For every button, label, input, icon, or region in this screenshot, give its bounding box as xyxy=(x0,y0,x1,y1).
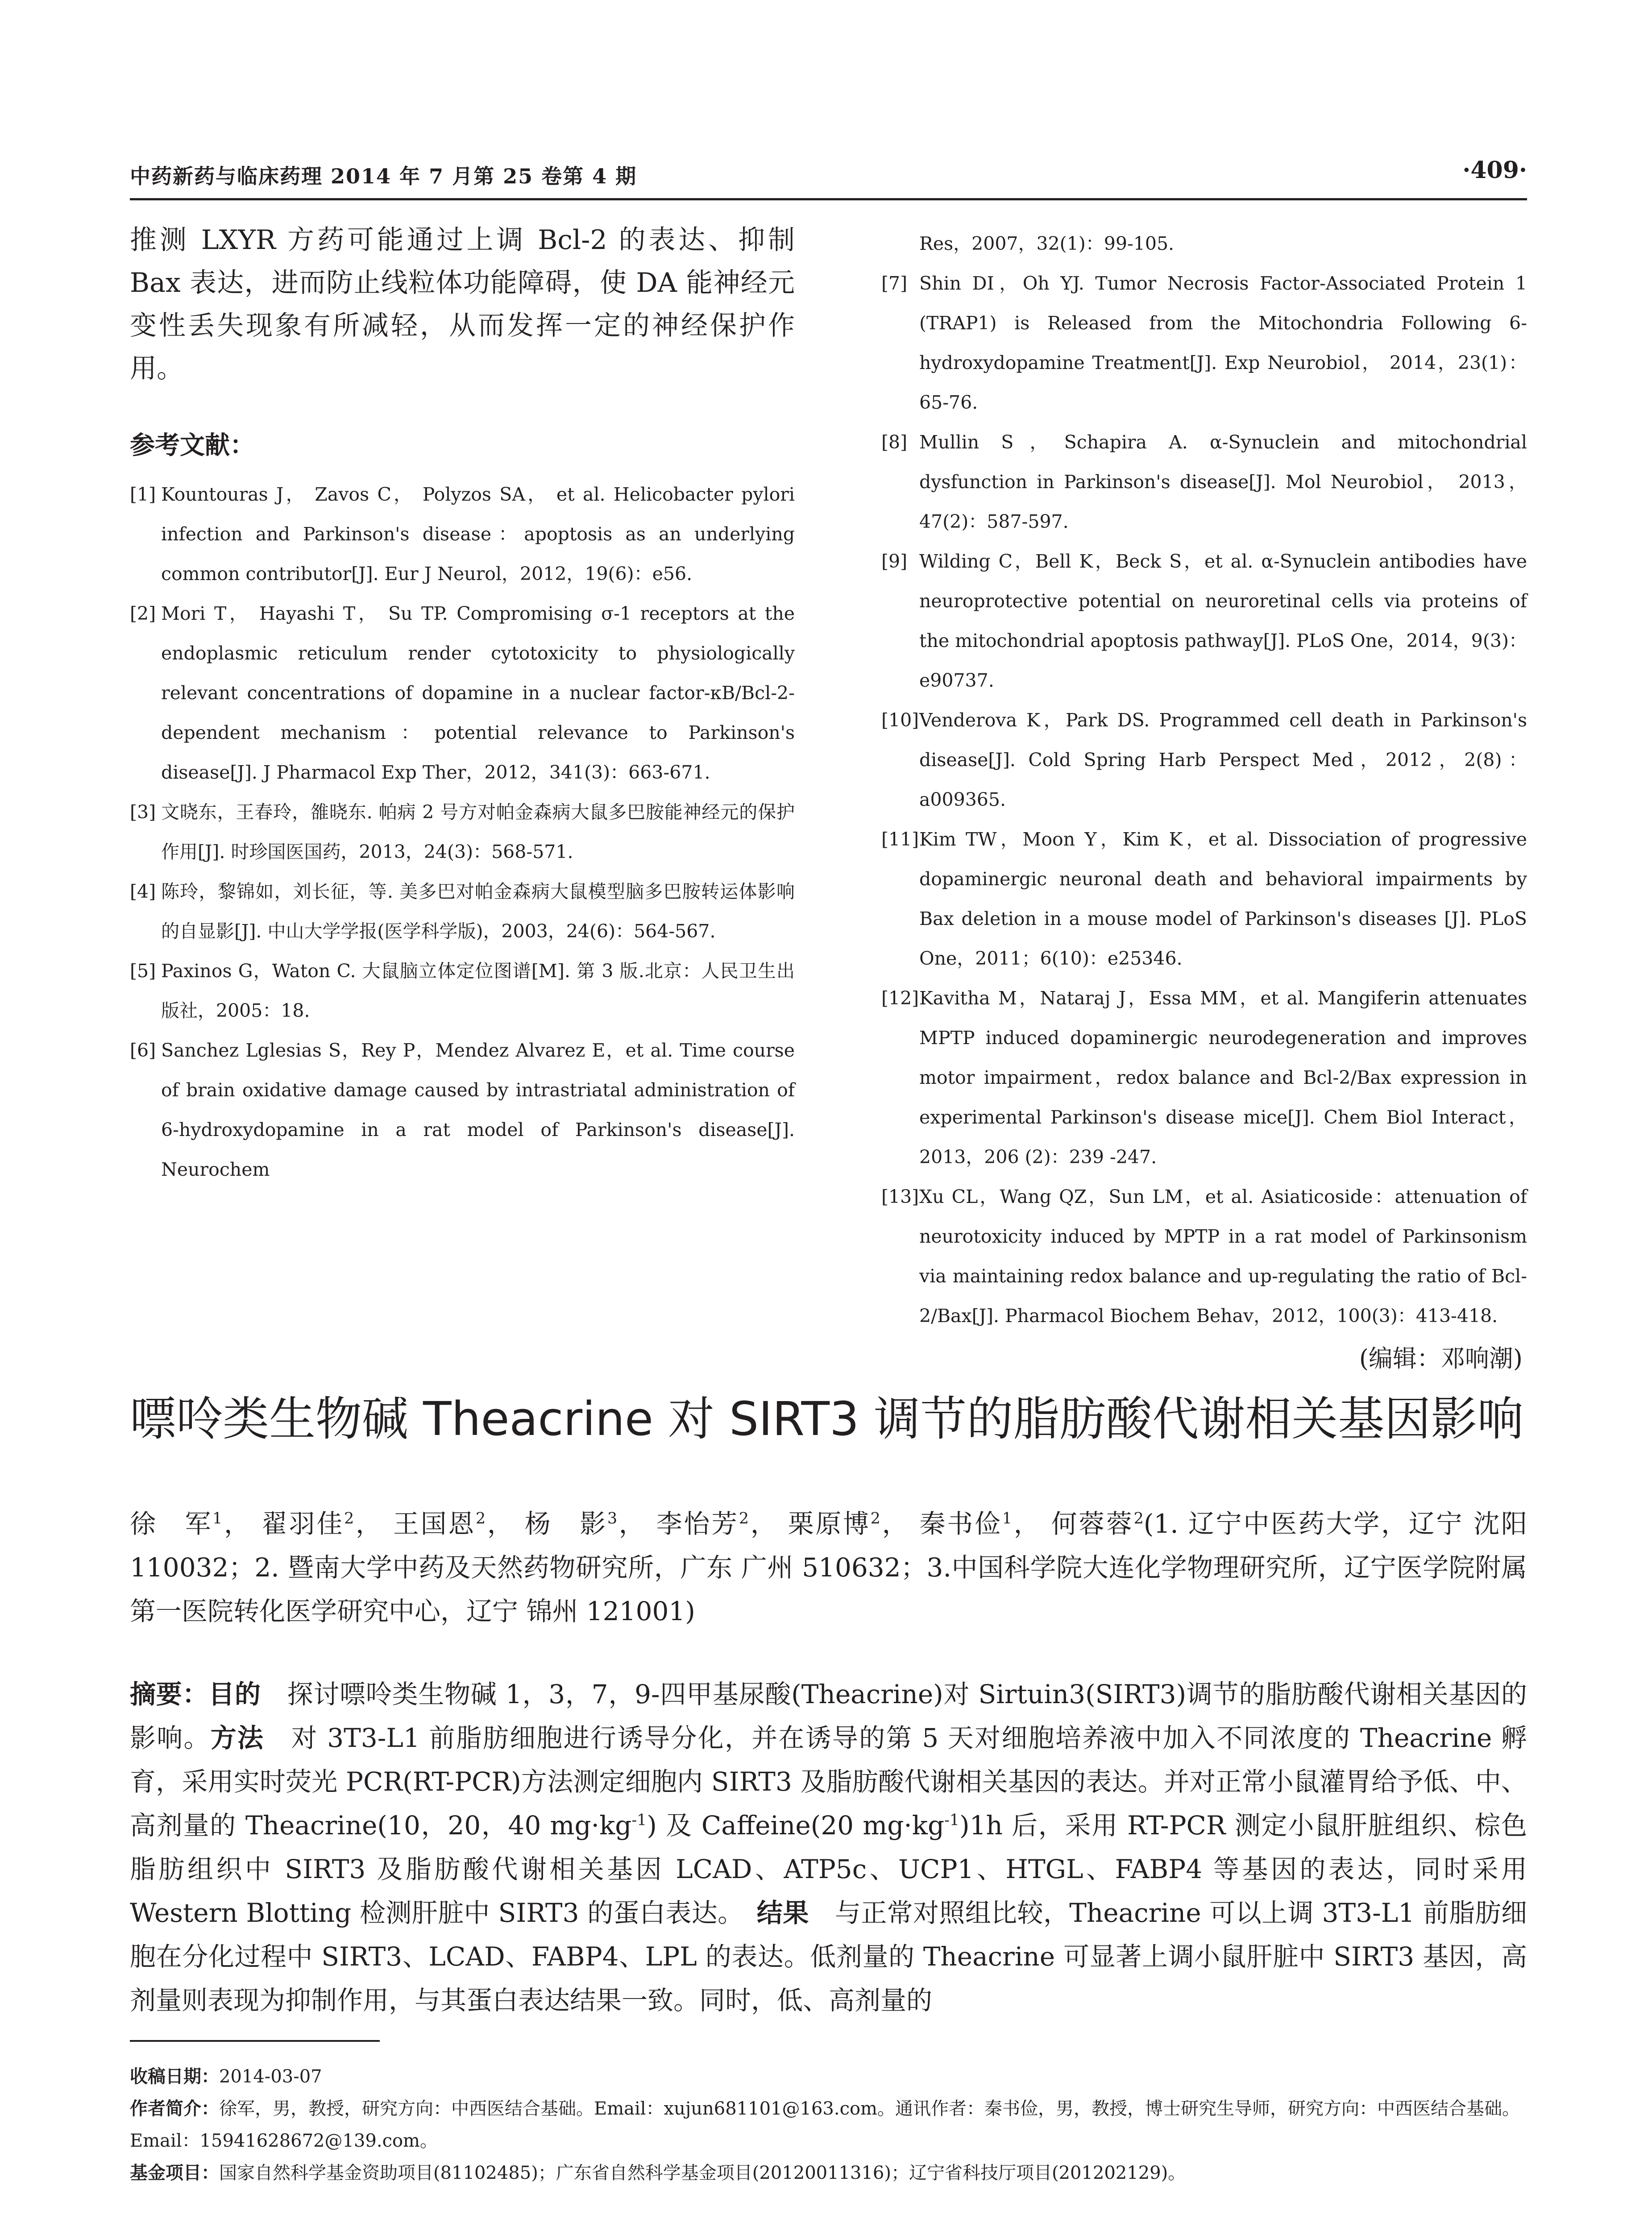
results-text: 与正常对照组比较，Theacrine 可以上调 3T3-L1 前脂肪细胞在分化过程中 SIRT3、LCAD、FABP4、LPL 的表达。低剂量的 Theacrine 可显著上调小鼠肝脏中 SIRT3 基因，高剂量则表现为抑制作用，与其蛋白表达结果一致。同时，低、高剂量的 xyxy=(130,1898,1527,2015)
reference-item xyxy=(881,542,1527,701)
author-bio-label: 作者简介： xyxy=(130,2098,219,2119)
author-name: 徐 军 xyxy=(130,1509,213,1539)
reference-text: Res，2007，32(1)：99-105. xyxy=(919,233,1175,254)
methods-text: ) 及 Caffeine(20 mg·kg xyxy=(647,1810,945,1841)
abstract xyxy=(130,1672,1527,2022)
author-bio-text: 徐军，男，教授，研究方向：中西医结合基础。Email：xujun681101@163.com。通讯作者：秦书俭，男，教授，博士研究生导师，研究方向：中西医结合基础。Email：15941628672@139.com。 xyxy=(130,2098,1520,2151)
reference-item xyxy=(881,979,1527,1177)
reference-continuation xyxy=(881,224,1527,264)
author-affiliation-mark: 1 xyxy=(212,1509,223,1528)
article-title: 嘌呤类生物碱 Theacrine 对 SIRT3 调节的脂肪酸代谢相关基因影响 xyxy=(130,1392,1524,1446)
reference-item xyxy=(130,872,795,951)
author-affiliation-mark: 2 xyxy=(870,1509,880,1528)
affiliations: (1. 辽宁中医药大学，辽宁 沈阳 110032；2. 暨南大学中药及天然药物研究所，广东 广州 510632；3.中国科学院大连化学物理研究所，辽宁医学院附属第一医院转化医学研究中心，辽宁 锦州 121001) xyxy=(130,1509,1527,1626)
reference-text: 文晓东，王春玲，雒晓东. 帕病 2 号方对帕金森病大鼠多巴胺能神经元的保护作用[J]. 时珍国医国药，2013，24(3)：568-571. xyxy=(161,801,795,863)
author-name: 何蓉蓉 xyxy=(1051,1509,1134,1539)
reference-item xyxy=(130,475,795,594)
author-affiliation-mark: 2 xyxy=(1133,1509,1144,1528)
funding xyxy=(130,2157,1527,2189)
reference-item xyxy=(130,951,795,1031)
reference-text: Kountouras J， Zavos C， Polyzos SA， et al. Helicobacter pylori infection and Parkinson's disease：apoptosis as an underlying common contributor[J]. Eur J Neurol，2012，19(6)：e56. xyxy=(161,484,795,585)
reference-item xyxy=(881,1177,1527,1336)
reference-number: [7] xyxy=(881,273,908,294)
reference-number: [12] xyxy=(881,987,919,1009)
reference-text: Venderova K，Park DS. Programmed cell death in Parkinson's disease[J]. Cold Spring Harb Perspect Med，2012，2(8)：a009365. xyxy=(919,709,1527,810)
reference-number: [13] xyxy=(881,1186,919,1207)
reference-number: [6] xyxy=(130,1040,156,1061)
reference-item xyxy=(881,423,1527,542)
reference-number: [8] xyxy=(881,431,908,453)
footnotes xyxy=(130,2061,1527,2189)
author-name: 杨 影 xyxy=(524,1509,607,1539)
author-name: 翟羽佳 xyxy=(261,1509,345,1539)
reference-item xyxy=(130,792,795,872)
methods-text: )1h 后，采用 RT-PCR 测定小鼠肝脏组织、棕色脂肪组织中 SIRT3 及脂肪酸代谢相关基因 LCAD、ATP5c、UCP1、HTGL、FABP4 等基因的表达，同时采用 Western Blotting 检测肝脏中 SIRT3 的蛋白表达。 xyxy=(130,1810,1527,1928)
reference-text: Sanchez Lglesias S，Rey P，Mendez Alvarez E，et al. Time course of brain oxidative damage caused by intrastriatal administration of 6-hydroxydopamine in a rat model of Parkinson's disease[J]. Neurochem xyxy=(161,1040,795,1180)
author-list: 徐 军$^1$， 翟羽佳$^2$， 王国恩$^2$， 杨 影$^3$， 李怡芳$^2$， 栗原博$^2$， 秦书俭$^1$， 何蓉蓉$^2$(1. 辽宁中医药大学，辽宁 沈阳 110032；2. 暨南大学中药及天然药物研究所，广东 广州 510632；3.中国科学院大连化学物理研究所，辽宁医学院附属第一医院转化医学研究中心，辽宁 锦州 121001) xyxy=(130,1509,1527,1626)
right-column xyxy=(881,224,1527,1374)
journal-issue: 中药新药与临床药理 2014 年 7 月第 25 卷第 4 期 xyxy=(130,164,637,188)
reference-number: [5] xyxy=(130,960,156,982)
reference-text: Wilding C，Bell K，Beck S，et al. α-Synuclein antibodies have neuroprotective potential on neuroretinal cells via proteins of the mitochondrial apoptosis pathway[J]. PLoS One，2014，9(3)：e90737. xyxy=(919,551,1527,691)
left-column xyxy=(130,219,795,1190)
unit-superscript: -1 xyxy=(944,1811,959,1829)
footnote-rule xyxy=(130,2040,380,2042)
author-name: 秦书俭 xyxy=(919,1509,1002,1539)
reference-text: Kim TW，Moon Y，Kim K，et al. Dissociation of progressive dopaminergic neuronal death and behavioral impairments by Bax deletion in a mouse model of Parkinson's diseases [J]. PLoS One，2011；6(10)：e25346. xyxy=(919,829,1527,969)
funding-text: 国家自然科学基金资助项目(81102485)；广东省自然科学基金项目(20120011316)；辽宁省科技厅项目(201202129)。 xyxy=(219,2163,1186,2183)
reference-item xyxy=(130,594,795,792)
author-name: 李怡芳 xyxy=(656,1509,739,1539)
abstract-label: 摘要： xyxy=(130,1679,209,1709)
reference-text: 陈玲，黎锦如，刘长征，等. 美多巴对帕金森病大鼠模型脑多巴胺转运体影响的自显影[J]. 中山大学学报(医学科学版)，2003，24(6)：564-567. xyxy=(161,881,795,942)
reference-number: [9] xyxy=(881,551,908,572)
reference-text: Xu CL，Wang QZ，Sun LM，et al. Asiaticoside：attenuation of neurotoxicity induced by MPTP in a rat model of Parkinsonism via maintaining redox balance and up-regulating the ratio of Bcl-2/Bax[J]. Pharmacol Biochem Behav，2012，100(3)：413-418. xyxy=(919,1186,1527,1327)
reference-text: Paxinos G，Waton C. 大鼠脑立体定位图谱[M]. 第 3 版.北京：人民卫生出版社，2005：18. xyxy=(161,960,795,1021)
reference-number: [11] xyxy=(881,829,919,850)
results-label: 结果 xyxy=(756,1898,809,1928)
reference-number: [3] xyxy=(130,801,156,823)
author-bio xyxy=(130,2093,1527,2157)
page-number: ·409· xyxy=(1462,157,1527,184)
objective-label: 目的 xyxy=(208,1679,261,1709)
reference-text: Mori T， Hayashi T， Su TP. Compromising σ-1 receptors at the endoplasmic reticulum render cytotoxicity to physiologically relevant concentrations of dopamine in a nuclear factor-κB/Bcl-2-dependent mechanism：potential relevance to Parkinson's disease[J]. J Pharmacol Exp Ther，2012，341(3)：663-671. xyxy=(161,603,795,783)
reference-item xyxy=(130,1031,795,1190)
received-date xyxy=(130,2061,1527,2093)
reference-number: [4] xyxy=(130,881,156,902)
reference-text: Mullin S，Schapira A. α-Synuclein and mitochondrial dysfunction in Parkinson's disease[J]. Mol Neurobiol， 2013，47(2)：587-597. xyxy=(919,431,1527,532)
reference-item xyxy=(881,264,1527,423)
author-name: 王国恩 xyxy=(393,1509,476,1539)
reference-number: [2] xyxy=(130,603,156,624)
received-label: 收稿日期： xyxy=(130,2066,219,2087)
author-affiliation-mark: 3 xyxy=(607,1509,618,1528)
received-value: 2014-03-07 xyxy=(219,2066,322,2087)
author-affiliation-mark: 2 xyxy=(476,1509,486,1528)
unit-superscript: -1 xyxy=(631,1811,647,1829)
funding-label: 基金项目： xyxy=(130,2163,219,2183)
methods-label: 方法 xyxy=(210,1723,265,1753)
objective-text: 探讨嘌呤类生物碱 1，3，7，9-四甲基尿酸(Theacrine)对 Sirtuin3(SIRT3)调节的脂肪酸代谢相关基因的影响。 xyxy=(130,1679,1527,1753)
reference-number: [1] xyxy=(130,484,156,505)
author-affiliation-mark: 2 xyxy=(739,1509,749,1528)
prev-article-conclusion: 推测 LXYR 方药可能通过上调 Bcl-2 的表达、抑制 Bax 表达，进而防止线粒体功能障碍，使 DA 能神经元变性丢失现象有所减轻，从而发挥一定的神经保护作用。 xyxy=(130,224,795,384)
reference-number: [10] xyxy=(881,709,919,731)
header-rule xyxy=(130,198,1527,200)
author-affiliation-mark: 2 xyxy=(344,1509,354,1528)
running-header xyxy=(130,154,1527,190)
editor-credit: (编辑：邓响潮) xyxy=(1359,1344,1523,1373)
methods-text: 对 3T3-L1 前脂肪细胞进行诱导分化，并在诱导的第 5 天对细胞培养液中加入不同浓度的 Theacrine 孵育，采用实时荧光 PCR(RT-PCR)方法测定细胞内 SIRT3 及脂肪酸代谢相关基因的表达。并对正常小鼠灌胃给予低、中、高剂量的 Theacrine(10，20，40 mg·kg xyxy=(130,1723,1527,1841)
reference-item xyxy=(881,820,1527,979)
reference-text: Shin DI，Oh YJ. Tumor Necrosis Factor-Associated Protein 1 (TRAP1) is Released from the Mitochondria Following 6-hydroxydopamine Treatment[J]. Exp Neurobiol， 2014，23(1)：65-76. xyxy=(919,273,1527,413)
reference-text: Kavitha M，Nataraj J，Essa MM，et al. Mangiferin attenuates MPTP induced dopaminergic neurodegeneration and improves motor impairment，redox balance and Bcl-2/Bax expression in experimental Parkinson's disease mice[J]. Chem Biol Interact，2013，206 (2)：239 -247. xyxy=(919,987,1527,1168)
reference-item xyxy=(881,701,1527,820)
author-affiliation-mark: 1 xyxy=(1002,1509,1012,1528)
references-heading: 参考文献： xyxy=(130,431,255,460)
author-name: 栗原博 xyxy=(788,1509,871,1539)
